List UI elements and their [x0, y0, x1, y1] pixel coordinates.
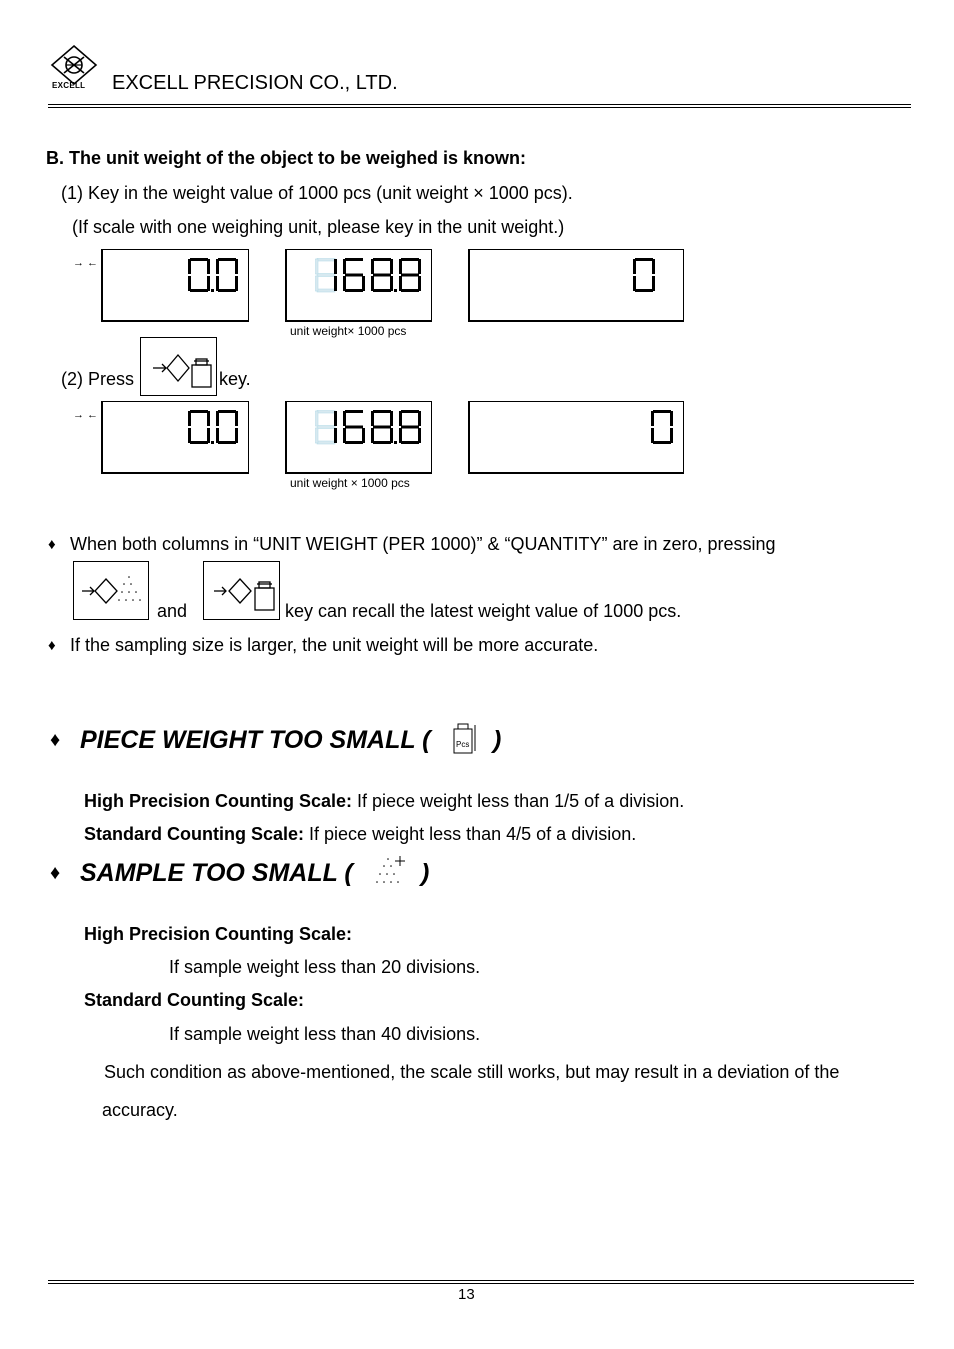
lcd-segment — [399, 259, 402, 274]
piece-weight-high-label: High Precision Counting Scale: — [84, 791, 353, 811]
company-name: EXCELL PRECISION CO., LTD. — [112, 72, 398, 94]
sample-small-bullet: ♦ — [50, 862, 61, 884]
lcd-segment — [188, 259, 191, 274]
lcd-segment — [207, 428, 210, 443]
lcd-segment — [207, 259, 210, 274]
lcd-segment — [345, 274, 363, 277]
lcd-segment — [190, 441, 208, 444]
zero-indicator-arrows-2: → ← — [73, 409, 99, 421]
lcd-segment — [635, 289, 653, 292]
step-2-suffix: key. — [219, 369, 251, 389]
unit-weight-display-2 — [285, 401, 432, 474]
note-2: If the sampling size is larger, the unit weight will be more accurate. — [70, 635, 599, 655]
quantity-display-2-value — [651, 410, 679, 444]
piece-weight-heading: PIECE WEIGHT TOO SMALL ( — [80, 726, 431, 754]
lcd-segment — [188, 276, 191, 291]
lcd-decimal-point — [211, 441, 214, 444]
lcd-segment — [345, 441, 363, 444]
step-2-prefix: (2) Press — [61, 369, 135, 389]
lcd-segment — [345, 426, 363, 429]
company-logo — [46, 44, 102, 94]
lcd-segment — [235, 259, 238, 274]
lcd-segment — [373, 410, 391, 413]
step-1-note: (If scale with one weighing unit, please key in the unit weight.) — [72, 217, 565, 237]
section-b-heading: B. The unit weight of the object to be weighed is known: — [46, 148, 526, 168]
lcd-segment — [418, 276, 421, 291]
lcd-segment — [334, 276, 337, 291]
lcd-segment — [334, 259, 337, 274]
lcd-segment — [216, 276, 219, 291]
lcd-segment — [190, 410, 208, 413]
lcd-segment — [343, 259, 346, 274]
lcd-segment — [653, 410, 671, 413]
lcd-segment — [373, 441, 391, 444]
sample-small-high-label: High Precision Counting Scale: — [84, 924, 353, 944]
lcd-segment — [371, 259, 374, 274]
sample-small-std-label: Standard Counting Scale: — [84, 990, 305, 1010]
lcd-segment — [371, 411, 374, 426]
weight-display-1-value — [188, 258, 244, 292]
lcd-segment — [315, 276, 318, 291]
lcd-decimal-point — [394, 289, 397, 292]
piece-weight-std-label: Standard Counting Scale: — [84, 824, 305, 844]
lcd-segment — [315, 428, 318, 443]
lcd-segment — [652, 259, 655, 274]
lcd-segment — [373, 289, 391, 292]
weight-display-2 — [101, 401, 249, 474]
lcd-segment — [633, 259, 636, 274]
sample-small-icon — [374, 853, 410, 887]
lcd-segment — [390, 259, 393, 274]
lcd-segment — [371, 428, 374, 443]
unit-weight-display-2-value — [315, 410, 427, 444]
lcd-segment — [317, 289, 335, 292]
lcd-segment — [653, 441, 671, 444]
step-1-text: (1) Key in the weight value of 1000 pcs (unit weight × 1000 pcs). — [61, 183, 573, 203]
unit-weight-key-button-2[interactable] — [203, 561, 280, 620]
unit-weight-key-icon — [141, 338, 216, 395]
sample-key-button[interactable] — [73, 561, 149, 620]
bullet-1: ♦ — [48, 536, 56, 553]
lcd-segment — [418, 428, 421, 443]
lcd-segment — [345, 289, 363, 292]
lcd-segment — [218, 410, 236, 413]
lcd-segment — [635, 258, 653, 261]
lcd-segment — [390, 428, 393, 443]
lcd-segment — [315, 259, 318, 274]
note-1-and: and — [157, 601, 188, 621]
quantity-display-2 — [468, 401, 684, 474]
lcd-segment — [399, 411, 402, 426]
lcd-segment — [345, 258, 363, 261]
unit-weight-caption-2: unit weight × 1000 pcs — [290, 476, 410, 490]
lcd-segment — [343, 411, 346, 426]
lcd-segment — [401, 258, 419, 261]
unit-weight-key-icon-2 — [204, 562, 279, 619]
lcd-segment — [633, 276, 636, 291]
unit-weight-key-button[interactable] — [140, 337, 217, 396]
piece-weight-bullet: ♦ — [50, 729, 61, 751]
footer-rule-bottom — [48, 1283, 914, 1284]
lcd-segment — [343, 276, 346, 291]
lcd-segment — [399, 276, 402, 291]
lcd-segment — [371, 276, 374, 291]
lcd-segment — [343, 428, 346, 443]
condition-line-1: Such condition as above-mentioned, the scale still works, but may result in a deviation of the — [104, 1062, 840, 1082]
footer-rule-top — [48, 1280, 914, 1281]
sample-small-std-text: If sample weight less than 40 divisions. — [169, 1024, 481, 1044]
lcd-segment — [334, 428, 337, 443]
lcd-segment — [651, 411, 654, 426]
lcd-segment — [207, 276, 210, 291]
header-rule-top — [48, 104, 911, 105]
zero-indicator-arrows: → ← — [73, 257, 99, 269]
header-rule-bottom — [48, 107, 911, 108]
lcd-segment — [390, 411, 393, 426]
piece-weight-std-text: If piece weight less than 4/5 of a division. — [304, 824, 637, 844]
lcd-segment — [317, 274, 335, 277]
page-number: 13 — [458, 1286, 475, 1303]
lcd-segment — [188, 411, 191, 426]
unit-weight-display-1-value — [315, 258, 427, 292]
lcd-segment — [216, 411, 219, 426]
piece-weight-heading-close: ) — [493, 726, 502, 754]
lcd-segment — [418, 411, 421, 426]
lcd-segment — [373, 426, 391, 429]
sample-small-heading: SAMPLE TOO SMALL ( — [80, 859, 353, 887]
lcd-segment — [401, 289, 419, 292]
lcd-segment — [334, 411, 337, 426]
lcd-segment — [218, 441, 236, 444]
lcd-segment — [317, 426, 335, 429]
lcd-segment — [235, 411, 238, 426]
piece-weight-standard — [84, 824, 636, 845]
sample-key-icon — [74, 562, 148, 619]
unit-weight-display-1 — [285, 249, 432, 322]
lcd-segment — [235, 276, 238, 291]
lcd-segment — [373, 258, 391, 261]
weight-display-1 — [101, 249, 249, 322]
lcd-segment — [418, 259, 421, 274]
sample-small-high-text: If sample weight less than 20 divisions. — [169, 957, 481, 977]
lcd-segment — [399, 428, 402, 443]
lcd-segment — [317, 410, 335, 413]
lcd-decimal-point — [211, 289, 214, 292]
lcd-segment — [207, 411, 210, 426]
lcd-decimal-point — [394, 441, 397, 444]
piece-weight-high-text: If piece weight less than 1/5 of a division. — [352, 791, 685, 811]
lcd-segment — [362, 276, 365, 291]
lcd-segment — [390, 276, 393, 291]
quantity-display-1-value — [633, 258, 661, 292]
sample-small-heading-close: ) — [421, 859, 430, 887]
lcd-segment — [401, 441, 419, 444]
lcd-segment — [317, 258, 335, 261]
lcd-segment — [651, 428, 654, 443]
lcd-segment — [401, 410, 419, 413]
lcd-segment — [216, 428, 219, 443]
lcd-segment — [218, 289, 236, 292]
lcd-segment — [401, 274, 419, 277]
bullet-2: ♦ — [48, 637, 56, 654]
weight-display-2-value — [188, 410, 244, 444]
note-1-line-1: When both columns in “UNIT WEIGHT (PER 1000)” & “QUANTITY” are in zero, pressing — [70, 534, 776, 554]
lcd-segment — [362, 428, 365, 443]
lcd-segment — [317, 441, 335, 444]
condition-line-2: accuracy. — [102, 1100, 178, 1120]
lcd-segment — [188, 428, 191, 443]
piece-weight-high-precision — [84, 791, 684, 812]
lcd-segment — [670, 411, 673, 426]
lcd-segment — [652, 276, 655, 291]
logo-text: EXCELL — [52, 81, 86, 90]
lcd-segment — [373, 274, 391, 277]
pcs-icon-label: Pcs — [456, 740, 470, 749]
lcd-segment — [218, 258, 236, 261]
unit-weight-caption-1: unit weight× 1000 pcs — [290, 324, 407, 338]
lcd-segment — [235, 428, 238, 443]
lcd-segment — [345, 410, 363, 413]
lcd-segment — [190, 289, 208, 292]
lcd-segment — [315, 411, 318, 426]
pcs-weight-icon — [452, 721, 478, 755]
note-1-line-2: key can recall the latest weight value of 1000 pcs. — [285, 601, 682, 621]
lcd-segment — [190, 258, 208, 261]
lcd-segment — [670, 428, 673, 443]
lcd-segment — [216, 259, 219, 274]
lcd-segment — [401, 426, 419, 429]
quantity-display-1 — [468, 249, 684, 322]
